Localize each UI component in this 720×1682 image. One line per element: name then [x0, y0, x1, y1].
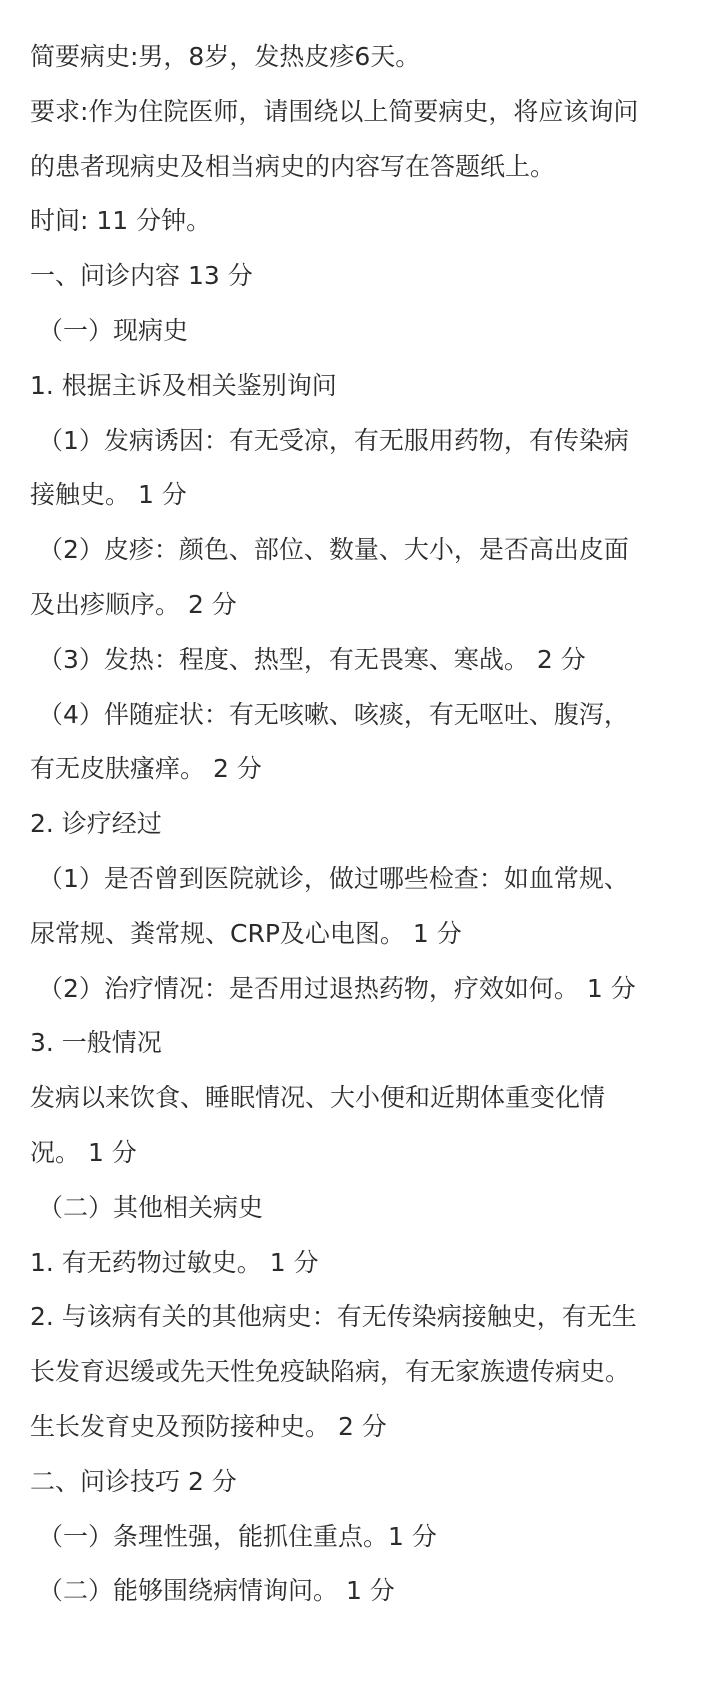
text-line: 况。 1 分: [30, 1137, 137, 1167]
section-heading: 一、问诊内容 13 分: [30, 261, 253, 291]
subsection-heading: （一）现病史: [38, 315, 189, 345]
subsection-heading: （二）其他相关病史: [38, 1192, 264, 1222]
text-line: （1）是否曾到医院就诊，做过哪些检查：如血常规、: [38, 863, 629, 893]
text-line: 尿常规、粪常规、CRP及心电图。 1 分: [30, 918, 462, 948]
section-heading: 二、问诊技巧 2 分: [30, 1466, 237, 1496]
text-line: 2. 与该病有关的其他病史：有无传染病接触史，有无生: [30, 1302, 637, 1332]
text-line: 长发育迟缓或先天性免疫缺陷病，有无家族遗传病史。: [30, 1357, 631, 1387]
text-line: 及出疹顺序。 2 分: [30, 589, 237, 619]
text-line: （2）治疗情况：是否用过退热药物，疗效如何。 1 分: [38, 973, 636, 1003]
text-line: 时间: 11 分钟。: [30, 206, 212, 236]
text-line: （二）能够围绕病情询问。 1 分: [38, 1576, 395, 1606]
text-line: 接触史。 1 分: [30, 480, 187, 510]
text-line: 发病以来饮食、睡眠情况、大小便和近期体重变化情: [30, 1083, 606, 1113]
text-line: 生长发育史及预防接种史。 2 分: [30, 1411, 387, 1441]
text-line: （3）发热：程度、热型，有无畏寒、寒战。 2 分: [38, 644, 586, 674]
text-line: （1）发病诱因：有无受凉，有无服用药物，有传染病: [38, 425, 629, 455]
item-heading: 3. 一般情况: [30, 1028, 162, 1058]
text-line: （4）伴随症状：有无咳嗽、咳痰，有无呕吐、腹泻，: [38, 699, 629, 729]
text-line: 有无皮肤瘙痒。 2 分: [30, 754, 262, 784]
text-line: 简要病史:男，8岁，发热皮疹6天。: [30, 42, 421, 71]
item-heading: 1. 根据主诉及相关鉴别询问: [30, 370, 337, 400]
text-line: 1. 有无药物过敏史。 1 分: [30, 1247, 319, 1277]
text-line: 的患者现病史及相当病史的内容写在答题纸上。: [30, 151, 556, 181]
text-line: 要求:作为住院医师，请围绕以上简要病史，将应该询问: [30, 96, 639, 126]
text-line: （2）皮疹：颜色、部位、数量、大小，是否高出皮面: [38, 535, 629, 565]
text-line: （一）条理性强，能抓住重点。1 分: [38, 1521, 437, 1551]
item-heading: 2. 诊疗经过: [30, 809, 162, 839]
